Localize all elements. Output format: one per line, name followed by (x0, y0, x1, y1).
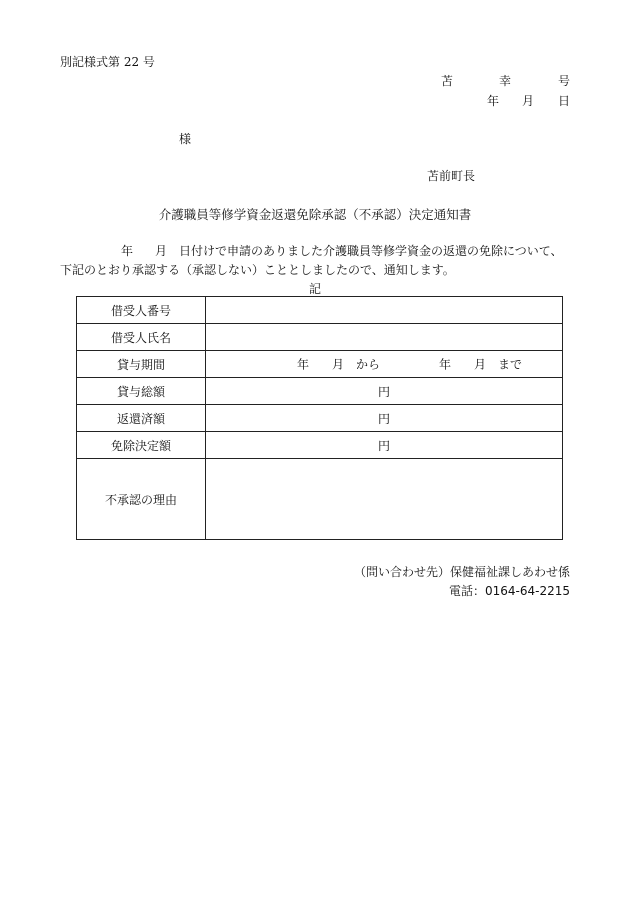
table-row (77, 459, 563, 540)
form-reference: 別記様式第 22 号 (60, 55, 155, 69)
period-to: まで (498, 357, 523, 372)
table-row (77, 378, 563, 405)
loan-period-value (206, 351, 563, 378)
ki-heading: 記 (309, 282, 322, 296)
body-month: 月 (155, 244, 168, 258)
total-loan-value: 円 (206, 378, 563, 405)
rejection-reason-value (206, 459, 563, 540)
row-label-exemption-amount: 免除決定額 (77, 432, 206, 459)
body-line2: 下記のとおり承認する（承認しない）こととしましたので、通知します。 (60, 263, 455, 277)
doc-number-suffix: 号 (558, 74, 571, 88)
exemption-amount-value: 円 (206, 432, 563, 459)
row-label-total-loan: 貸与総額 (77, 378, 206, 405)
repaid-amount-value: 円 (206, 405, 563, 432)
period-start-year: 年 (297, 357, 310, 372)
body-line1: 日付けで申請のありました介護職員等修学資金の返還の免除について、 (179, 244, 563, 258)
body-year: 年 (121, 244, 134, 258)
table-row (77, 297, 563, 324)
table-row (77, 324, 563, 351)
period-end-year: 年 (439, 357, 452, 372)
borrower-number-value (206, 297, 563, 324)
document-title: 介護職員等修学資金返還免除承認（不承認）決定通知書 (158, 207, 472, 222)
period-from: から (356, 357, 381, 372)
date-year: 年 (487, 94, 500, 108)
table-row (77, 405, 563, 432)
table-row (77, 351, 563, 378)
period-end-month: 月 (474, 357, 487, 372)
contact-department: （問い合わせ先）保健福祉課しあわせ係 (353, 565, 570, 579)
doc-number-mid: 幸 (499, 74, 512, 88)
contact-phone: 電話：0164-64-2215 (448, 584, 570, 598)
doc-number-prefix: 苫 (441, 74, 454, 88)
period-start-month: 月 (332, 357, 345, 372)
date-month: 月 (522, 94, 535, 108)
row-label-borrower-name: 借受人氏名 (77, 324, 206, 351)
table-row (77, 432, 563, 459)
issuer-name: 苫前町長 (427, 169, 476, 183)
row-label-loan-period: 貸与期間 (77, 351, 206, 378)
row-label-rejection-reason: 不承認の理由 (77, 459, 206, 540)
date-day: 日 (558, 94, 571, 108)
row-label-repaid-amount: 返還済額 (77, 405, 206, 432)
details-table (76, 296, 563, 540)
borrower-name-value (206, 324, 563, 351)
addressee-suffix: 様 (179, 132, 192, 146)
row-label-borrower-number: 借受人番号 (77, 297, 206, 324)
